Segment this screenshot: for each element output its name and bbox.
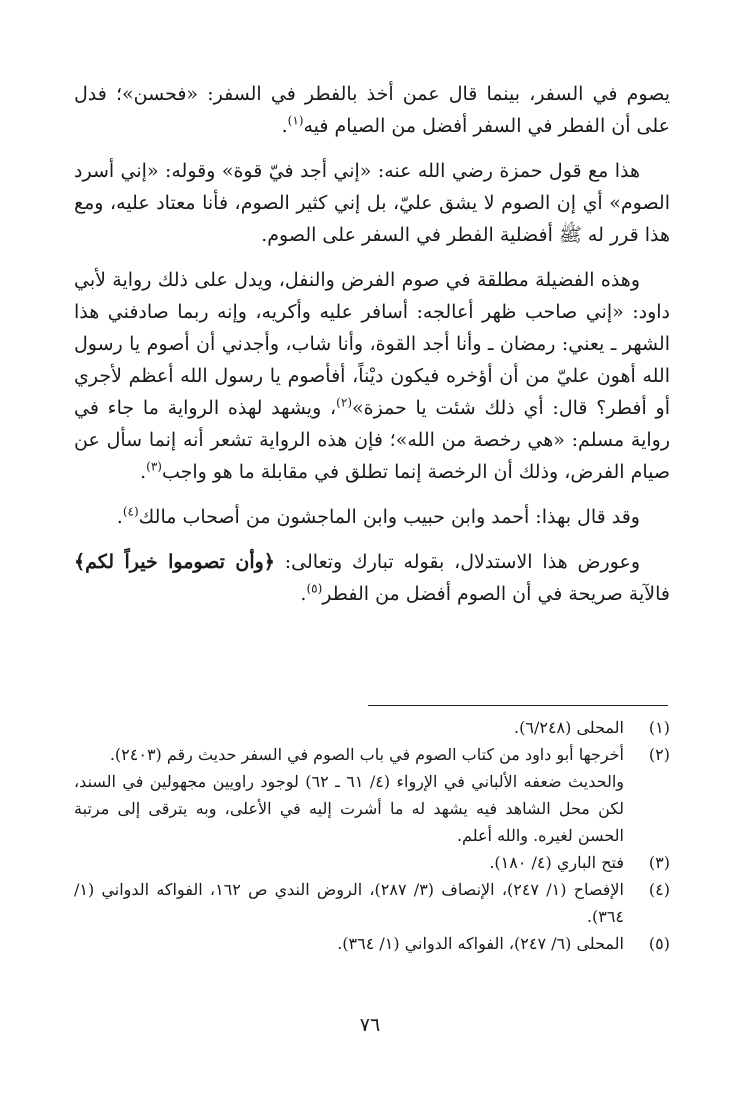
footnote-separator [368, 705, 668, 706]
footnote-number: (١) [648, 718, 670, 737]
paragraph-5-text-pre: وعورض هذا الاستدلال، بقوله تبارك وتعالى: [274, 551, 640, 573]
footnote-1 [74, 714, 670, 741]
paragraph-3-text-b: ، ويشهد لهذه الرواية ما جاء في رواية مسلم: «هي رخصة من الله»؛ فإن هذه الرواية تشعر أنه إنما سأل عن صيام الفرض، وذلك أن الرخصة إنما تطلق في مقابلة ما هو واجب [74, 397, 670, 483]
footnote-2 [74, 741, 670, 768]
footnote-number: (٤) [648, 880, 670, 899]
footnote-text: المحلى (٦/٢٤٨). [514, 718, 624, 737]
footnote-number: (٢) [648, 745, 670, 764]
paragraph-3-end: . [140, 461, 147, 483]
main-text [74, 78, 670, 623]
quran-verse: ﴿وأن تصوموا خيراً لكم﴾ [74, 551, 275, 573]
footnote-ref-4: (٤) [122, 504, 139, 519]
footnote-4 [74, 876, 670, 930]
paragraph-4-text: وقد قال بهذا: أحمد وابن حبيب وابن الماجشون من أصحاب مالك [138, 506, 640, 528]
footnotes [74, 714, 670, 957]
footnote-text: فتح الباري (٤/ ١٨٠). [489, 853, 624, 872]
footnote-ref-2: (٢) [336, 395, 352, 410]
paragraph-1-end: . [281, 115, 288, 137]
paragraph-2-text: هذا مع قول حمزة رضي الله عنه: «إني أجد فيّ قوة» وقوله: «إني أسرد الصوم» أي إن الصوم لا يشق عليّ، بل إني كثير الصوم، فأنا معتاد عليه، ومع هذا قرر له ﷺ أفضلية الفطر في السفر على الصوم. [74, 160, 670, 246]
footnote-number: (٥) [648, 934, 670, 953]
paragraph-5 [74, 546, 670, 610]
paragraph-2 [74, 155, 670, 251]
paragraph-5-text-post: فالآية صريحة في أن الصوم أفضل من الفطر [322, 583, 670, 605]
footnote-number: (٣) [648, 853, 670, 872]
footnote-text: المحلى (٦/ ٢٤٧)، الفواكه الدواني (١/ ٣٦٤). [337, 934, 624, 953]
footnote-ref-5: (٥) [306, 581, 323, 596]
paragraph-3-text-a: وهذه الفضيلة مطلقة في صوم الفرض والنفل، ويدل على ذلك رواية لأبي داود: «إني صاحب ظهر أعالجه: أسافر عليه وأكريه، وإنه ربما صادفني هذا الشهر ـ يعني: رمضان ـ وأنا أجد القوة، وأنا شاب، وأجدني أن أصوم يا رسول الله أهون عليّ من أن أؤخره فيكون ديْناً، أفأصوم يا رسول الله أعظم لأجري أو أفطر؟ قال: أي ذلك شئت يا حمزة» [74, 269, 670, 419]
paragraph-5-end: . [300, 583, 307, 605]
footnote-ref-1: (١) [287, 113, 304, 128]
footnote-text: الإفصاح (١/ ٢٤٧)، الإنصاف (٣/ ٢٨٧)، الروض الندي ص ١٦٢، الفواكه الدواني (١/ ٣٦٤). [74, 880, 624, 926]
footnote-5 [74, 930, 670, 957]
footnote-3 [74, 849, 670, 876]
page-number: ٧٦ [359, 1014, 381, 1036]
footnote-2-continuation: والحديث ضعفه الألباني في الإرواء (٤/ ٦١ ـ ٦٢) لوجود راويين مجهولين في السند، لكن محل الشاهد فيه يشهد له ما أشرت إليه في الأعلى، وبه يترقى إلى مرتبة الحسن لغيره. والله أعلم. [74, 772, 624, 845]
paragraph-4-end: . [116, 506, 123, 528]
footnote-ref-3: (٣) [146, 459, 162, 474]
paragraph-4 [74, 501, 670, 533]
paragraph-1 [74, 78, 670, 142]
paragraph-3 [74, 264, 670, 488]
paragraph-1-text: يصوم في السفر، بينما قال عمن أخذ بالفطر في السفر: «فحسن»؛ فدل على أن الفطر في السفر أفضل من الصيام فيه [74, 83, 670, 137]
footnote-text: أخرجها أبو داود من كتاب الصوم في باب الصوم في السفر حديث رقم (٢٤٠٣). [109, 745, 624, 764]
